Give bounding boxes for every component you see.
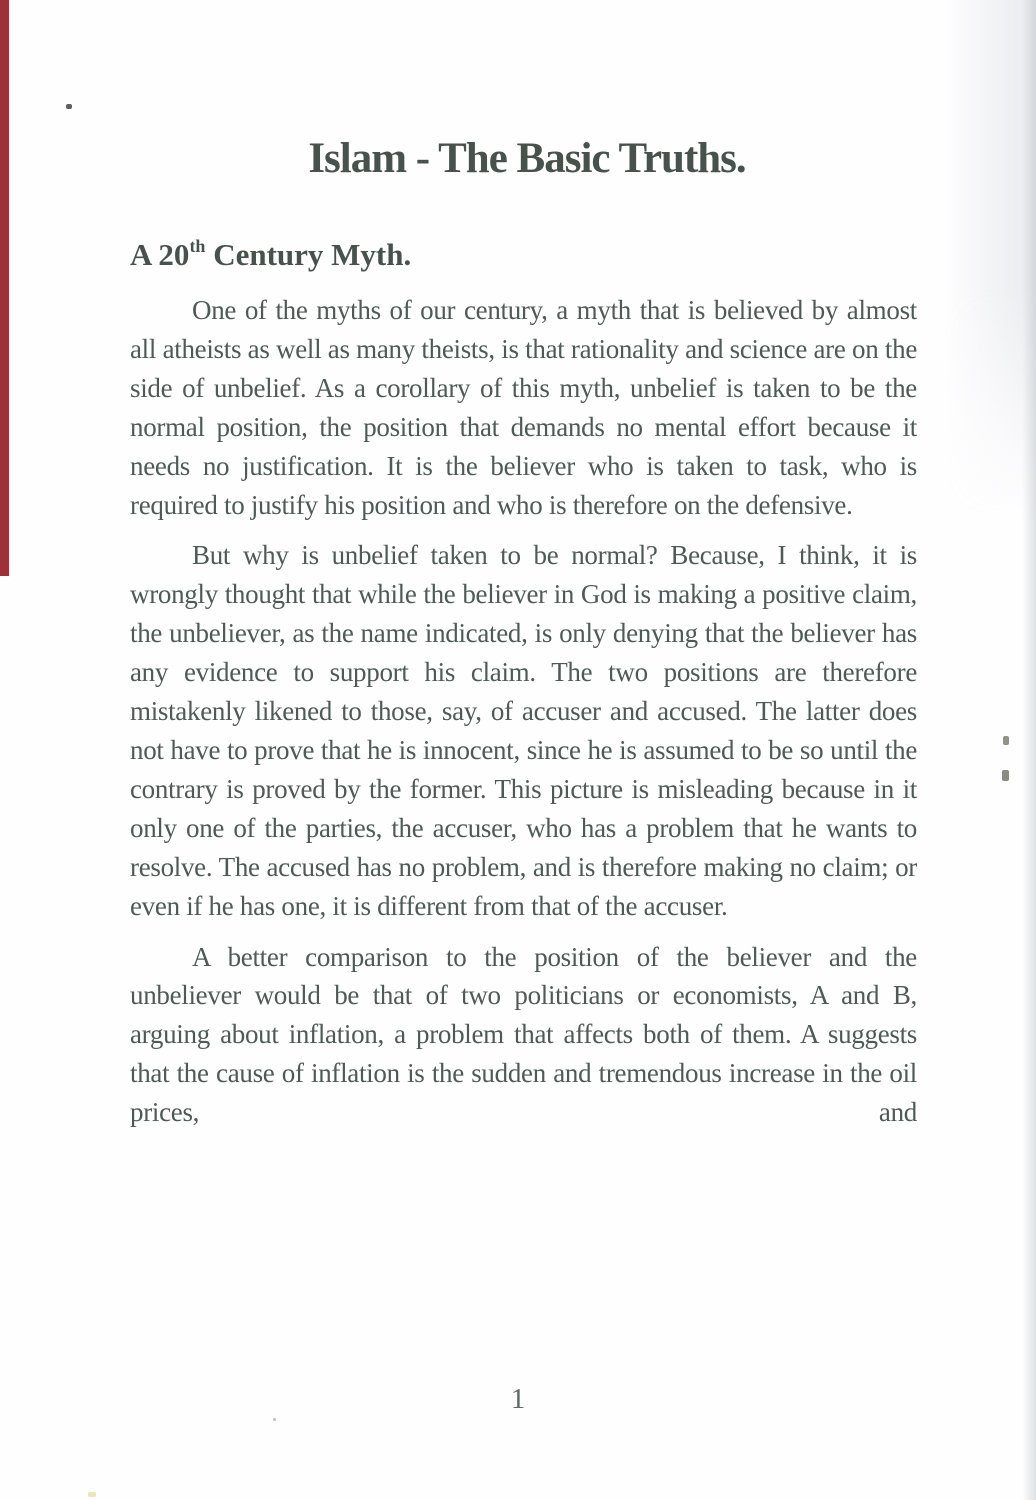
paragraph-2: But why is unbelief taken to be normal? Because, I think, it is wrongly thought that while the believer in God is making a positive claim, the unbeliever, as the name indicated, is only denying that the believer has any evidence to support his claim. The two positions are therefore mistakenly likened to those, say, of accuser and accused. The latter does not have to prove that he is innocent, since he is assumed to be so until the contrary is proved by the former. This picture is misleading because in it only one of the parties, the accuser, who has a problem that he wants to resolve. The accused has no problem, and is therefore making no claim; or even if he has one, it is different from that of the accuser.	[130, 540, 917, 921]
section-heading-text-rest: Century Myth.	[205, 237, 412, 272]
scan-speck	[1002, 770, 1009, 781]
scan-speck	[66, 104, 72, 109]
scan-right-edge-shadow	[1022, 0, 1036, 1500]
page-number: 1	[510, 1383, 526, 1415]
paragraph-3: A better comparison to the position of the believer and the unbeliever would be that of two politicians or economists, A and B, arguing about inflation, a problem that affects both of them. A suggests that the cause of inflation is the sudden and tremendous increase in the oil prices, and	[130, 941, 917, 1128]
section-heading	[130, 236, 411, 273]
section-heading-superscript: th	[189, 236, 206, 256]
paragraph-1: One of the myths of our century, a myth that is believed by almost all atheists as well as many theists, is that rationality and science are on the side of unbelief. As a corollary of this myth, unbelief is taken to be the normal position, the position that demands no mental effort because it needs no justification. It is the believer who is taken to task, who is required to justify his position and who is therefore on the defensive.	[130, 295, 917, 520]
scan-speck	[88, 1492, 96, 1497]
scan-red-edge-artifact	[0, 0, 9, 576]
scan-speck	[1003, 736, 1009, 745]
section-heading-text: A 20	[130, 237, 190, 272]
scan-speck	[273, 1418, 276, 1421]
page-title: Islam - The Basic Truths.	[308, 135, 746, 182]
body-text	[130, 291, 917, 1144]
